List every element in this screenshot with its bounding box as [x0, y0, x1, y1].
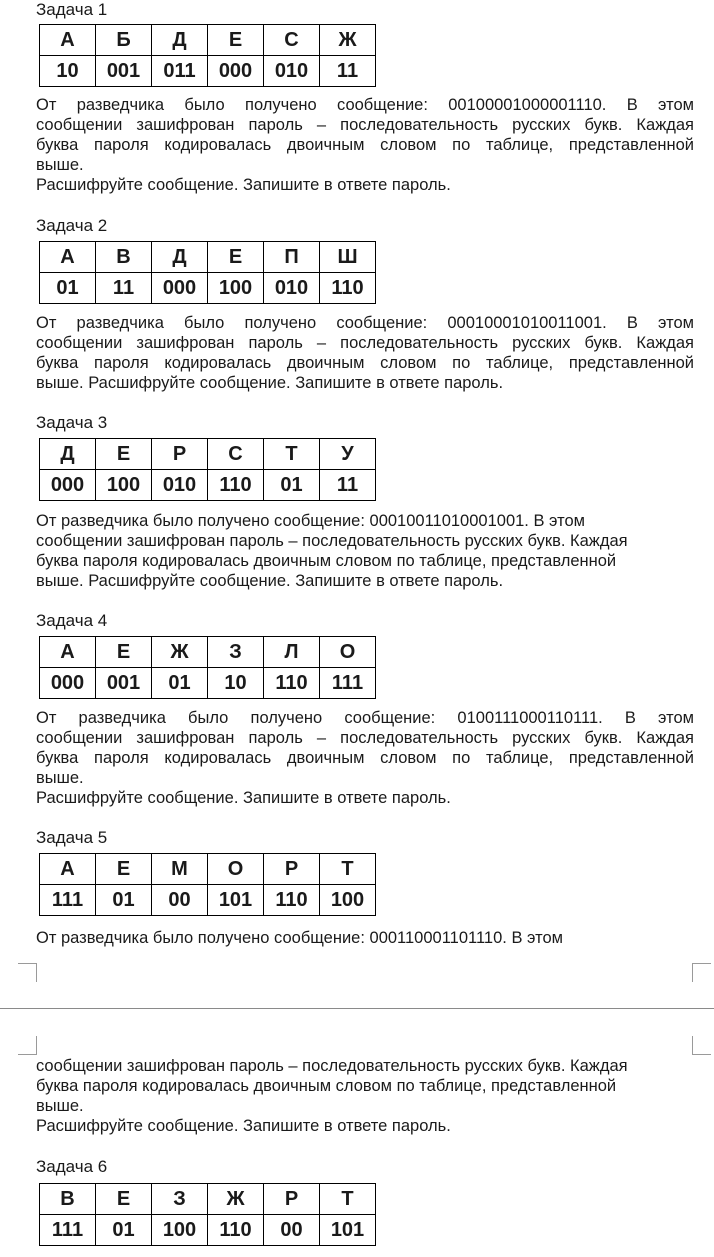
task-2-text — [36, 313, 694, 393]
text-line: От разведчика было получено сообщение: 000110001101110. В этом — [36, 929, 563, 947]
codes-row — [40, 668, 376, 699]
letter-cell: П — [264, 242, 320, 273]
letter-cell: Е — [208, 242, 264, 273]
letters-row — [40, 439, 376, 470]
code-cell: 11 — [320, 470, 376, 501]
text-line: выше. — [36, 1097, 84, 1115]
letter-cell: З — [152, 1184, 208, 1215]
letter-cell: Ж — [208, 1184, 264, 1215]
code-cell: 00 — [264, 1215, 320, 1246]
letter-cell: А — [40, 854, 96, 885]
task-2-title: Задача 2 — [36, 216, 108, 235]
letters-row — [40, 854, 376, 885]
task-1-code-table — [39, 24, 376, 87]
task-4-code-table — [39, 636, 376, 699]
code-cell: 110 — [208, 1215, 264, 1246]
text-line: сообщении зашифрован пароль – последовательность русских букв. Каждая — [36, 532, 628, 550]
letter-cell: Л — [264, 637, 320, 668]
letters-row — [40, 1184, 376, 1215]
code-cell: 111 — [320, 668, 376, 699]
letter-cell: Т — [264, 439, 320, 470]
code-cell: 011 — [152, 56, 208, 87]
code-cell: 100 — [320, 885, 376, 916]
text-line: выше. — [36, 156, 84, 174]
code-cell: 110 — [264, 668, 320, 699]
letter-cell: З — [208, 637, 264, 668]
code-cell: 000 — [40, 470, 96, 501]
text-line: буква пароля кодировалась двоичным словом по таблице, представленной — [36, 552, 617, 570]
text-line: буква пароля кодировалась двоичным словом по таблице, представленной — [36, 749, 694, 767]
letter-cell: А — [40, 25, 96, 56]
task-3-code-table — [39, 438, 376, 501]
code-cell: 110 — [208, 470, 264, 501]
letter-cell: А — [40, 637, 96, 668]
code-cell: 001 — [96, 668, 152, 699]
letter-cell: Ш — [320, 242, 376, 273]
task-5-text-continued — [36, 1056, 694, 1136]
page-corner-mark — [18, 1036, 37, 1055]
text-line: буква пароля кодировалась двоичным словом по таблице, представленной — [36, 354, 694, 372]
letter-cell: Р — [264, 854, 320, 885]
task-5-text — [36, 928, 694, 948]
code-cell: 01 — [96, 885, 152, 916]
text-line: буква пароля кодировалась двоичным словом по таблице, представленной — [36, 136, 694, 154]
code-cell: 001 — [96, 56, 152, 87]
text-line: Расшифруйте сообщение. Запишите в ответе пароль. — [36, 789, 451, 807]
code-cell: 110 — [264, 885, 320, 916]
code-cell: 10 — [40, 56, 96, 87]
task-6-code-table — [39, 1183, 376, 1246]
text-line: От разведчика было получено сообщение: 00100001000001110. В этом — [36, 96, 694, 114]
task-6-title: Задача 6 — [36, 1157, 108, 1176]
code-cell: 010 — [152, 470, 208, 501]
code-cell: 11 — [96, 273, 152, 304]
task-3-text — [36, 511, 694, 591]
letter-cell: Д — [152, 242, 208, 273]
letters-row — [40, 242, 376, 273]
task-5-code-table — [39, 853, 376, 916]
letter-cell: Ж — [320, 25, 376, 56]
codes-row — [40, 885, 376, 916]
task-3-title: Задача 3 — [36, 413, 108, 432]
codes-row — [40, 1215, 376, 1246]
code-cell: 000 — [152, 273, 208, 304]
code-cell: 00 — [152, 885, 208, 916]
letter-cell: Е — [96, 854, 152, 885]
letter-cell: Е — [96, 637, 152, 668]
code-cell: 100 — [208, 273, 264, 304]
text-line: От разведчика было получено сообщение: 0100111000110111. В этом — [36, 709, 694, 727]
letters-row — [40, 637, 376, 668]
code-cell: 11 — [320, 56, 376, 87]
letter-cell: Р — [264, 1184, 320, 1215]
page-break-line — [0, 1008, 714, 1009]
letter-cell: М — [152, 854, 208, 885]
codes-row — [40, 56, 376, 87]
letter-cell: Е — [96, 439, 152, 470]
code-cell: 01 — [152, 668, 208, 699]
text-line: Расшифруйте сообщение. Запишите в ответе пароль. — [36, 176, 451, 194]
task-1-title: Задача 1 — [36, 0, 108, 19]
letter-cell: Д — [40, 439, 96, 470]
codes-row — [40, 273, 376, 304]
letter-cell: Б — [96, 25, 152, 56]
task-2-code-table — [39, 241, 376, 304]
code-cell: 101 — [208, 885, 264, 916]
letter-cell: О — [320, 637, 376, 668]
letter-cell: В — [40, 1184, 96, 1215]
letter-cell: Е — [96, 1184, 152, 1215]
code-cell: 110 — [320, 273, 376, 304]
code-cell: 111 — [40, 1215, 96, 1246]
text-line: сообщении зашифрован пароль – последовательность русских букв. Каждая — [36, 729, 694, 747]
text-line: выше. Расшифруйте сообщение. Запишите в ответе пароль. — [36, 374, 504, 392]
text-line: От разведчика было получено сообщение: 00010001010011001. В этом — [36, 314, 694, 332]
code-cell: 100 — [96, 470, 152, 501]
task-5-title: Задача 5 — [36, 828, 108, 847]
code-cell: 010 — [264, 273, 320, 304]
text-line: Расшифруйте сообщение. Запишите в ответе пароль. — [36, 1117, 451, 1135]
letter-cell: Е — [208, 25, 264, 56]
letter-cell: У — [320, 439, 376, 470]
code-cell: 100 — [152, 1215, 208, 1246]
code-cell: 010 — [264, 56, 320, 87]
codes-row — [40, 470, 376, 501]
page-break — [0, 980, 714, 1010]
text-line: выше. — [36, 769, 84, 787]
task-4-text — [36, 708, 694, 808]
letter-cell: Т — [320, 854, 376, 885]
text-line: сообщении зашифрован пароль – последовательность русских букв. Каждая — [36, 116, 694, 134]
letter-cell: С — [208, 439, 264, 470]
code-cell: 000 — [208, 56, 264, 87]
letter-cell: Т — [320, 1184, 376, 1215]
task-1-text — [36, 95, 694, 195]
code-cell: 000 — [40, 668, 96, 699]
text-line: От разведчика было получено сообщение: 00010011010001001. В этом — [36, 512, 586, 530]
text-line: буква пароля кодировалась двоичным словом по таблице, представленной — [36, 1077, 617, 1095]
letter-cell: Д — [152, 25, 208, 56]
letters-row — [40, 25, 376, 56]
letter-cell: А — [40, 242, 96, 273]
code-cell: 111 — [40, 885, 96, 916]
letter-cell: О — [208, 854, 264, 885]
letter-cell: С — [264, 25, 320, 56]
code-cell: 10 — [208, 668, 264, 699]
code-cell: 01 — [40, 273, 96, 304]
letter-cell: В — [96, 242, 152, 273]
code-cell: 101 — [320, 1215, 376, 1246]
text-line: выше. Расшифруйте сообщение. Запишите в ответе пароль. — [36, 572, 504, 590]
task-4-title: Задача 4 — [36, 611, 108, 630]
code-cell: 01 — [264, 470, 320, 501]
code-cell: 01 — [96, 1215, 152, 1246]
text-line: сообщении зашифрован пароль – последовательность русских букв. Каждая — [36, 334, 694, 352]
letter-cell: Ж — [152, 637, 208, 668]
text-line: сообщении зашифрован пароль – последовательность русских букв. Каждая — [36, 1057, 628, 1075]
letter-cell: Р — [152, 439, 208, 470]
page-corner-mark — [692, 1036, 711, 1055]
